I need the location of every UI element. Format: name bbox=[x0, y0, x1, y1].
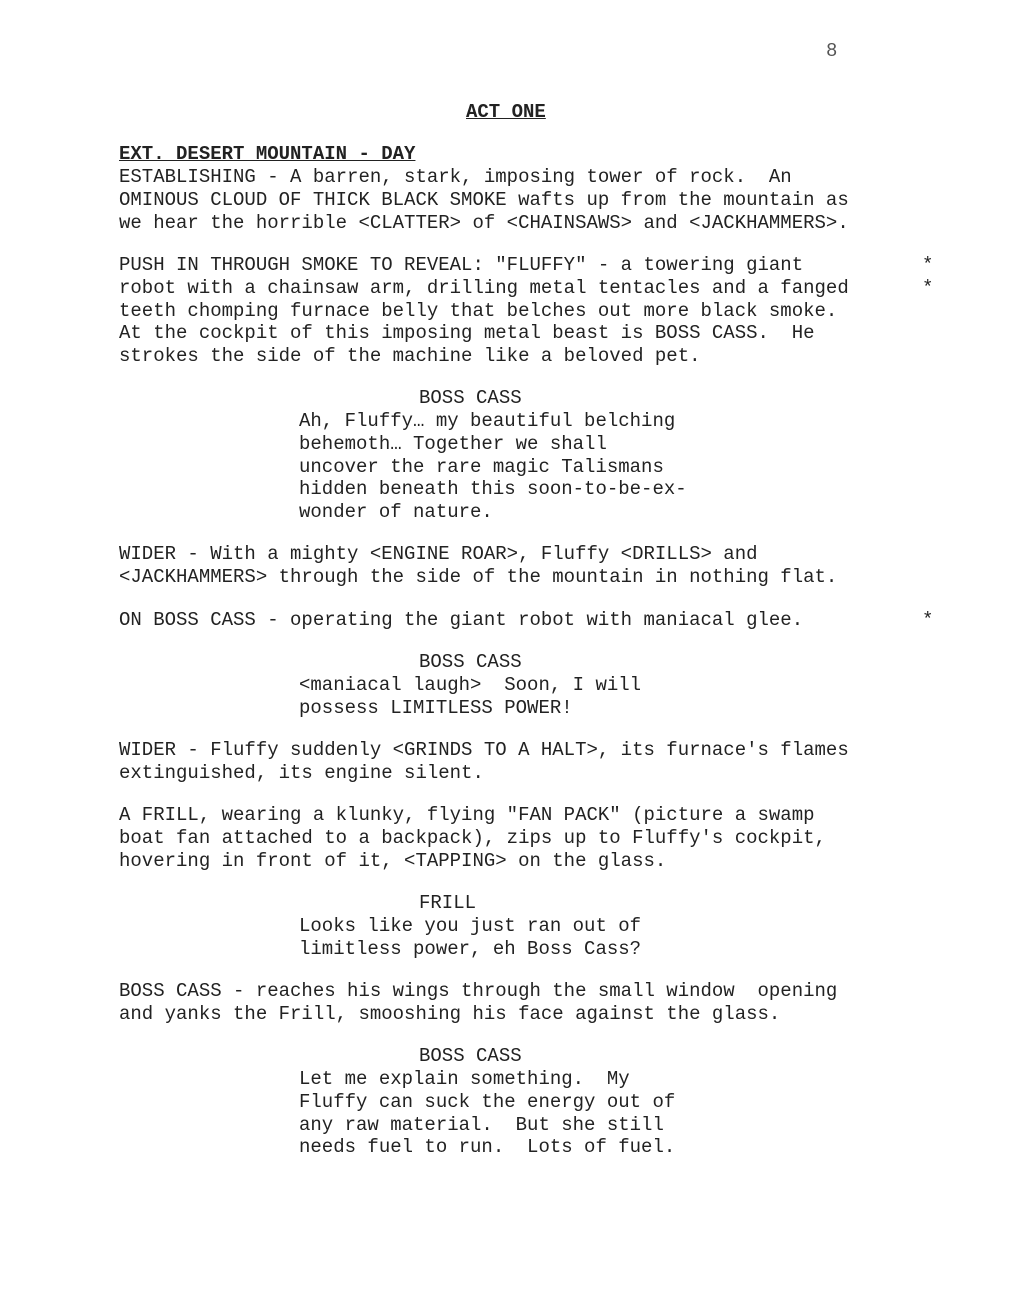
act-heading: ACT ONE bbox=[466, 101, 546, 123]
action-wider-halt: WIDER - Fluffy suddenly <GRINDS TO A HALT>, its furnace's flames extinguished, its engine silent. bbox=[119, 739, 849, 784]
action-push-in: PUSH IN THROUGH SMOKE TO REVEAL: "FLUFFY" - a towering giant robot with a chainsaw arm, drilling metal tentacles and a fanged teeth chomping furnace belly that belches out more black smoke. At the cockpit of this imposing metal beast is BOSS CASS. He strokes the side of the machine like a beloved pet. bbox=[119, 254, 849, 368]
action-wider-drill: WIDER - With a mighty <ENGINE ROAR>, Fluffy <DRILLS> and <JACKHAMMERS> through the side of the mountain in nothing flat. bbox=[119, 543, 838, 588]
revision-mark: * bbox=[922, 609, 934, 631]
character-name: FRILL bbox=[419, 892, 477, 914]
character-name: BOSS CASS bbox=[419, 1045, 522, 1067]
action-on-boss-cass: ON BOSS CASS - operating the giant robot with maniacal glee. bbox=[119, 609, 804, 631]
action-frill-fan-pack: A FRILL, wearing a klunky, flying "FAN PACK" (picture a swamp boat fan attached to a backpack), zips up to Fluffy's cockpit, hovering in front of it, <TAPPING> on the glass. bbox=[119, 804, 826, 872]
action-boss-cass-reaches: BOSS CASS - reaches his wings through the small window opening and yanks the Frill, smooshing his face against the glass. bbox=[119, 980, 838, 1025]
dialogue: <maniacal laugh> Soon, I will possess LIMITLESS POWER! bbox=[299, 674, 642, 719]
revision-mark: * bbox=[922, 254, 934, 276]
scene-heading: EXT. DESERT MOUNTAIN - DAY bbox=[119, 143, 416, 165]
dialogue: Looks like you just ran out of limitless power, eh Boss Cass? bbox=[299, 915, 642, 960]
dialogue: Let me explain something. My Fluffy can suck the energy out of any raw material. But she still needs fuel to run. Lots of fuel. bbox=[299, 1068, 676, 1159]
page-number: 8 bbox=[826, 40, 838, 62]
action-establishing: ESTABLISHING - A barren, stark, imposing tower of rock. An OMINOUS CLOUD OF THICK BLACK SMOKE wafts up from the mountain as we hear the horrible <CLATTER> of <CHAINSAWS> and <JACKHAMMERS>. bbox=[119, 166, 849, 234]
character-name: BOSS CASS bbox=[419, 387, 522, 409]
revision-mark: * bbox=[922, 277, 934, 299]
character-name: BOSS CASS bbox=[419, 651, 522, 673]
dialogue: Ah, Fluffy… my beautiful belching behemoth… Together we shall uncover the rare magic Talismans hidden beneath this soon-to-be-ex- wonder of nature. bbox=[299, 410, 687, 524]
